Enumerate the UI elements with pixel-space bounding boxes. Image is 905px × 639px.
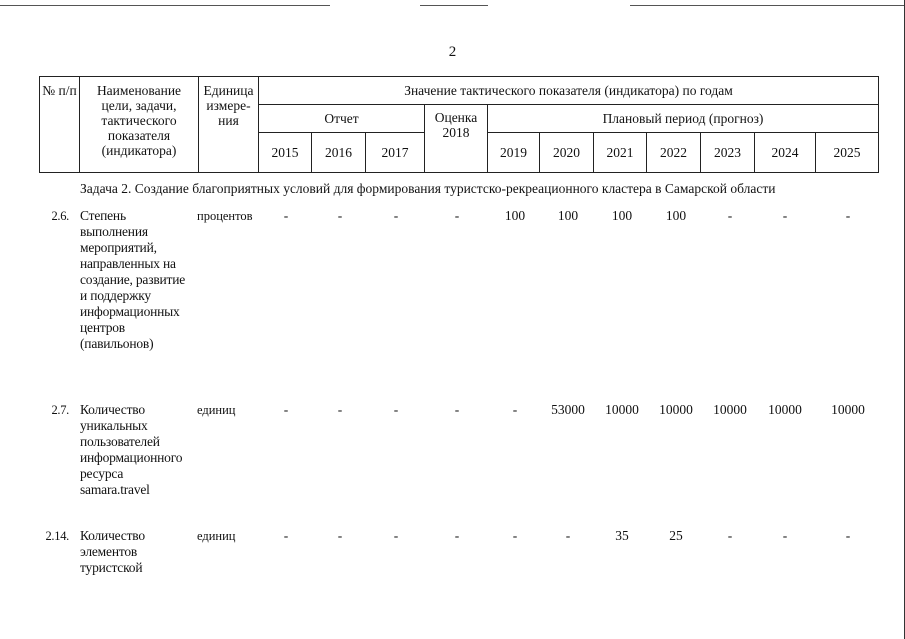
indicator-value: - [565,528,571,543]
col-num-header: № п/п [40,77,80,173]
row-number: 2.7. [51,403,69,417]
row-number: 2.6. [51,209,69,223]
year-2015: 2015 [259,133,312,173]
indicator-value: 35 [615,528,629,543]
indicator-value: 10000 [659,402,693,417]
indicator-value: - [727,528,733,543]
col-name-header: Наименование цели, задачи, тактического показателя (индикатора) [80,77,199,173]
indicator-value: - [727,208,733,223]
indicator-value: 100 [611,208,633,223]
indicator-name: Степень выполнения мероприятий, направленных на создание, развитие и поддержку информационных центров (павильонов) [80,208,186,351]
unit-of-measure: единиц [197,529,236,543]
year-2019: 2019 [488,133,540,173]
indicator-value: 10000 [831,402,865,417]
year-2017: 2017 [366,133,425,173]
indicator-value: - [337,402,343,417]
indicator-value: 25 [669,528,683,543]
indicator-name: Количество уникальных пользователей информационного ресурса samara.travel [80,402,183,497]
col-unit-header: Единица измере-ния [199,77,259,173]
year-2016: 2016 [312,133,366,173]
page-number: 2 [448,44,457,60]
year-2021: 2021 [594,133,647,173]
indicator-value: 10000 [605,402,639,417]
indicator-value: 100 [504,208,526,223]
indicator-value: - [845,208,851,223]
scan-line [630,5,905,6]
row-number: 2.14. [45,529,69,543]
indicator-value: - [337,528,343,543]
indicator-value: - [393,208,399,223]
unit-of-measure: единиц [197,403,236,417]
indicator-value: - [782,208,788,223]
scan-line [420,5,488,6]
indicator-value: - [283,402,289,417]
indicator-value: - [454,402,460,417]
indicator-value: 100 [665,208,687,223]
indicator-value: - [782,528,788,543]
report-header: Отчет [259,105,425,133]
indicator-value: 100 [557,208,579,223]
indicator-value: 10000 [768,402,802,417]
indicator-value: 53000 [551,402,585,417]
year-2022: 2022 [647,133,701,173]
unit-of-measure: процентов [197,209,253,223]
indicator-value: - [393,528,399,543]
indicator-value: - [845,528,851,543]
indicator-value: - [454,528,460,543]
year-2020: 2020 [540,133,594,173]
indicator-name: Количество элементов туристской [80,528,145,575]
year-2024: 2024 [755,133,816,173]
plan-header: Плановый период (прогноз) [488,105,879,133]
values-header: Значение тактического показателя (индикатора) по годам [259,77,879,105]
year-2025: 2025 [816,133,879,173]
indicator-value: - [393,402,399,417]
indicator-value: - [512,402,518,417]
indicator-table-header [39,76,879,173]
indicator-value: - [283,208,289,223]
scan-line [0,5,330,6]
indicator-value: - [283,528,289,543]
year-2023: 2023 [701,133,755,173]
indicator-value: - [512,528,518,543]
task-title: Задача 2. Создание благоприятных условий для формирования туристско-рекреационного кластера в Самарской области [80,181,776,196]
estimate-header: Оценка 2018 [425,105,488,173]
indicator-value: - [454,208,460,223]
indicator-value: 10000 [713,402,747,417]
indicator-value: - [337,208,343,223]
